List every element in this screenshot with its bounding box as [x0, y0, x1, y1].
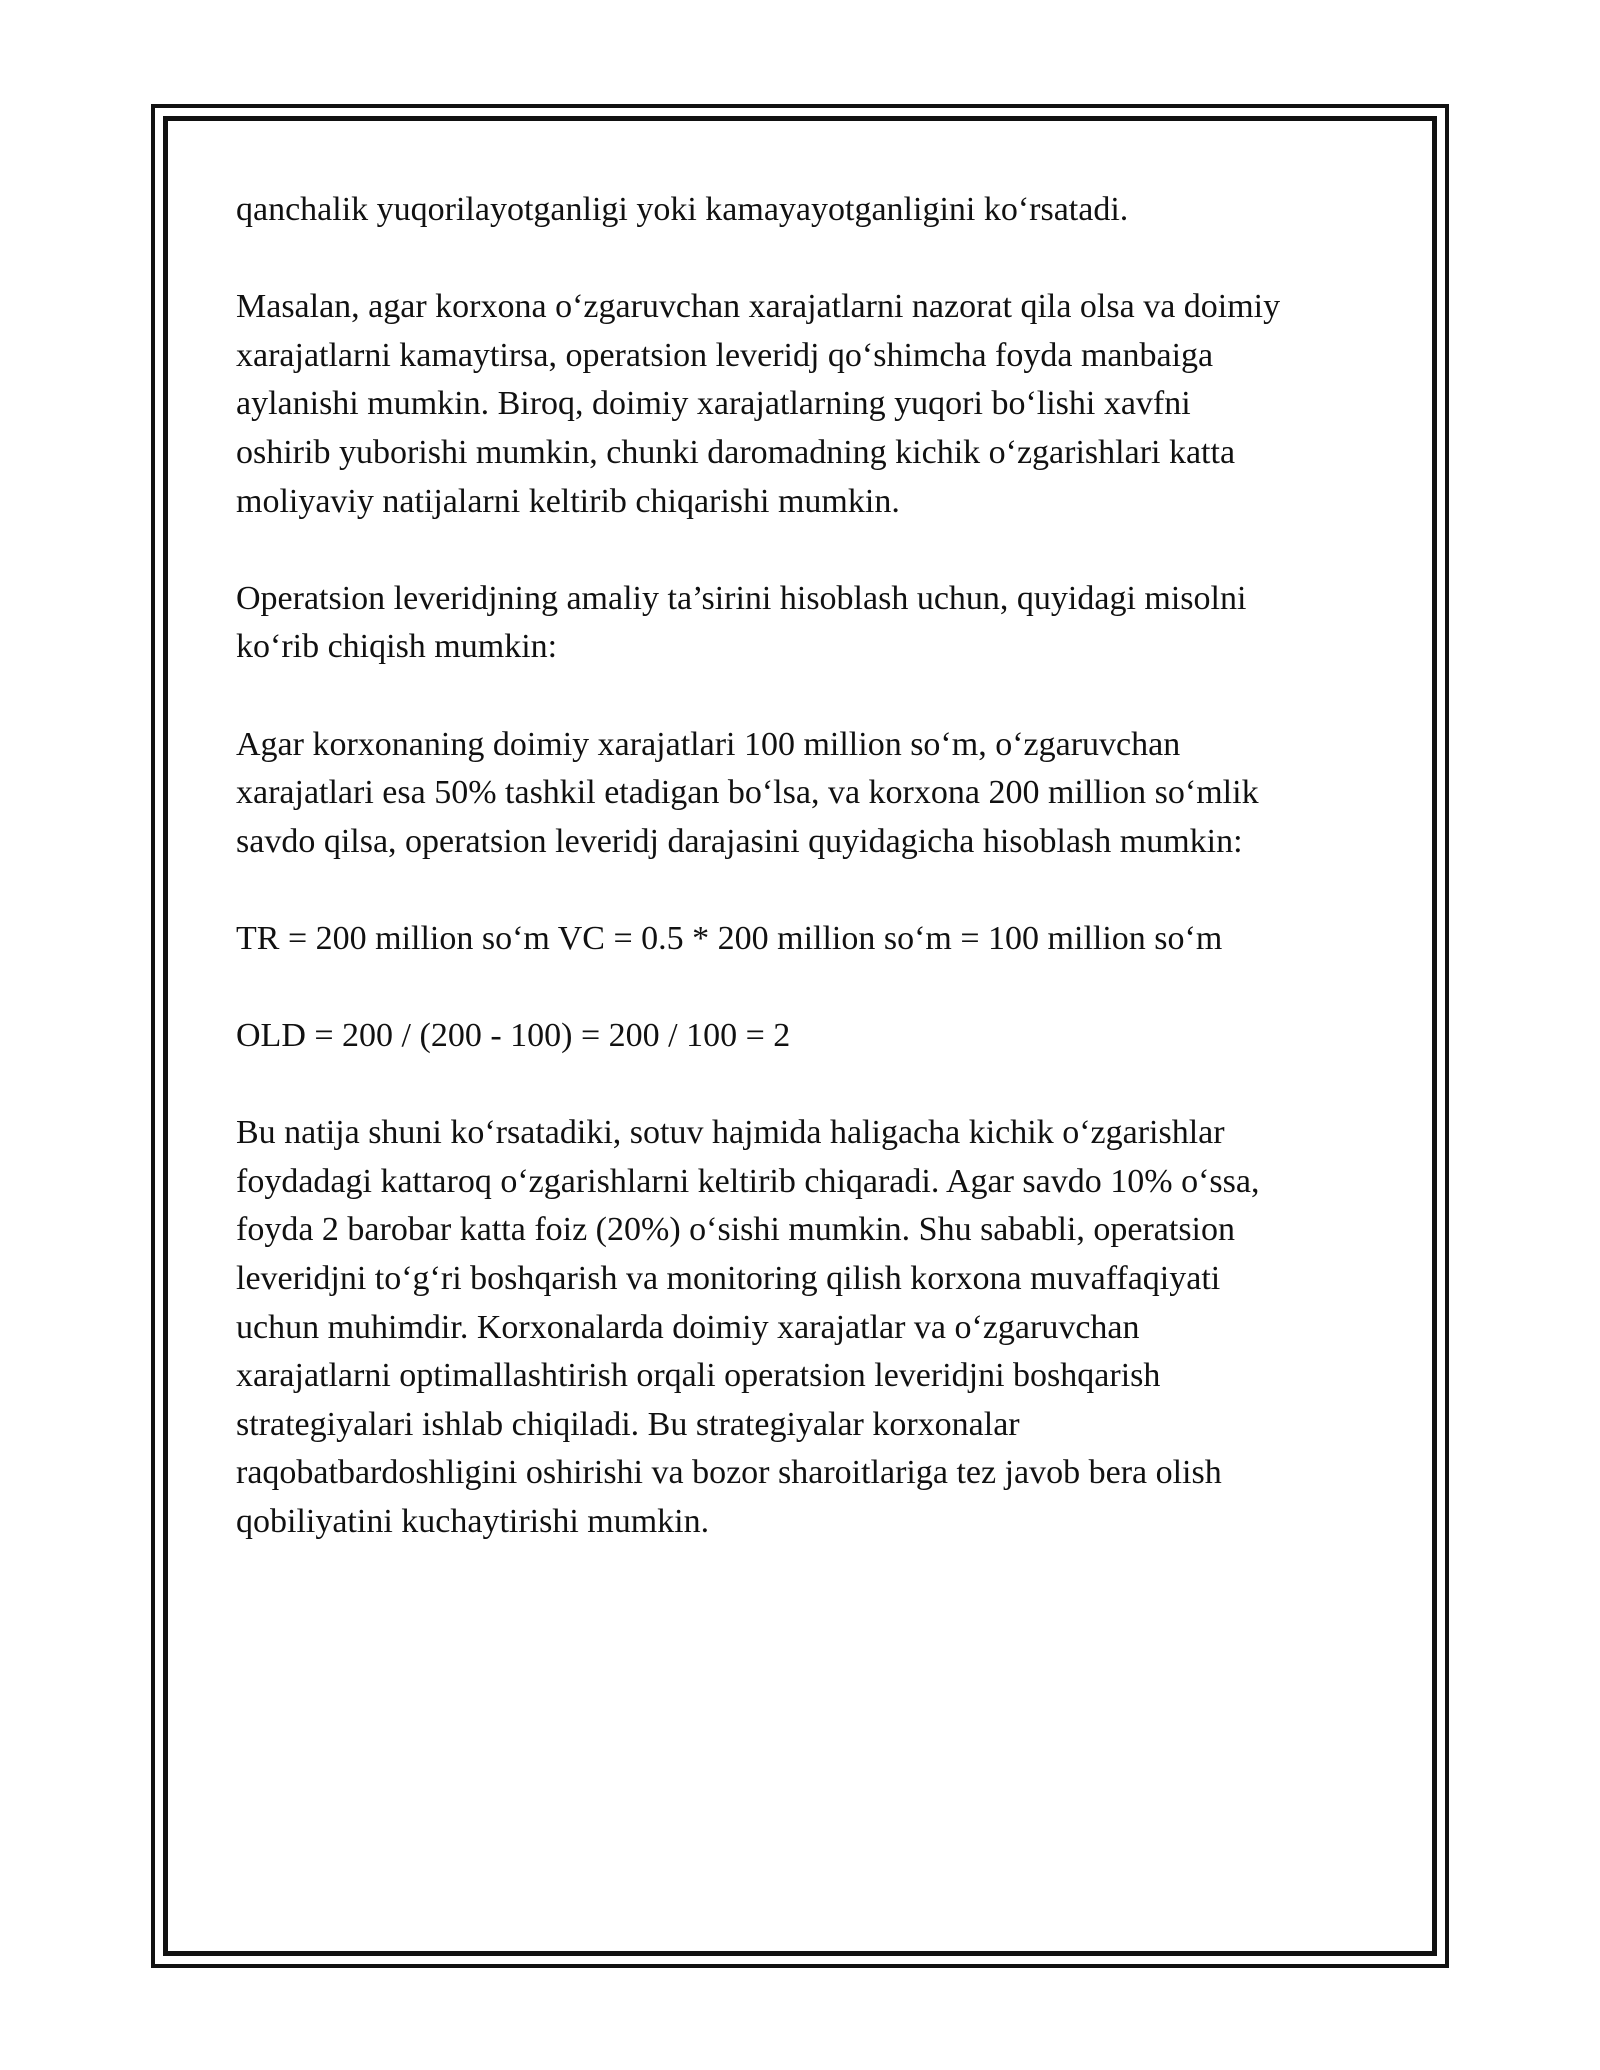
formula-old: OLD = 200 / (200 - 100) = 200 / 100 = 2: [236, 1017, 791, 1055]
paragraph-calculation-intro: Operatsion leveridjning amaliy ta’sirini hisoblash uchun, quyidagi misolni ko‘rib chiqish mumkin:: [236, 579, 1247, 666]
paragraph-continuation: qanchalik yuqorilayotganligi yoki kamayayotganligini ko‘rsatadi.: [236, 191, 1129, 228]
paragraph-example-intro: Masalan, agar korxona o‘zgaruvchan xarajatlarni nazorat qila olsa va doimiy xarajatlarni kamaytirsa, operatsion leveridj qo‘shimcha foyda manbaiga aylanishi mumkin. Biroq, doimiy xarajatlarning yuqori bo‘lishi xavfni oshirib yuborishi mumkin, chunki daromadning kichik o‘zgarishlari katta moliyaviy natijalarni keltirib chiqarishi mumkin.: [236, 288, 1281, 520]
document-body: [236, 186, 1376, 1595]
formula-tr-vc: TR = 200 million so‘m VC = 0.5 * 200 million so‘m = 100 million so‘m: [236, 919, 1223, 957]
paragraph-example-conditions: Agar korxonaning doimiy xarajatlari 100 million so‘m, o‘zgaruvchan xarajatlari esa 50% tashkil etadigan bo‘lsa, va korxona 200 million so‘mlik savdo qilsa, operatsion leveridj darajasini quyidagicha hisoblash mumkin:: [236, 725, 1259, 860]
paragraph-conclusion: Bu natija shuni ko‘rsatadiki, sotuv hajmida haligacha kichik o‘zgarishlar foydadagi kattaroq o‘zgarishlarni keltirib chiqaradi. Agar savdo 10% o‘ssa, foyda 2 barobar katta foiz (20%) o‘sishi mumkin. Shu sababli, operatsion leveridjni to‘g‘ri boshqarish va monitoring qilish korxona muvaffaqiyati uchun muhimdir. Korxonalarda doimiy xarajatlar va o‘zgaruvchan xarajatlarni optimallashtirish orqali operatsion leveridjni boshqarish strategiyalari ishlab chiqiladi. Bu strategiyalar korxonalar raqobatbardoshligini oshirishi va bozor sharoitlariga tez javob bera olish qobiliyatini kuchaytirishi mumkin.: [236, 1114, 1260, 1541]
